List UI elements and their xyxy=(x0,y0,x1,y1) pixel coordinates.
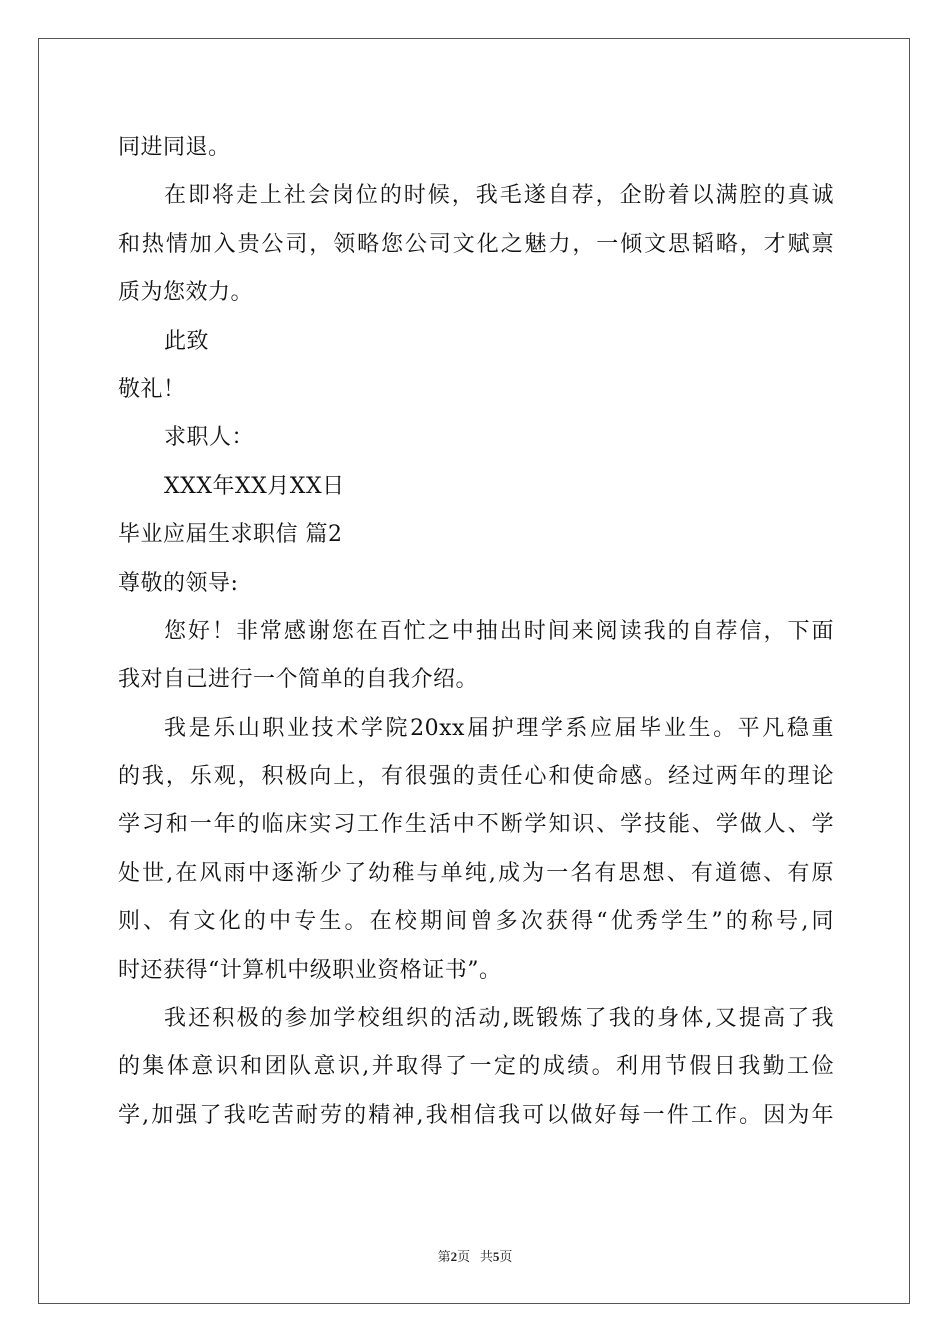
text-line-16: 处世,在风雨中逐渐少了幼稚与单纯,成为一名有思想、有道德、有原 xyxy=(118,860,834,886)
text-line-17: 则、有文化的中专生。在校期间曾多次获得“优秀学生”的称号,同 xyxy=(118,909,834,935)
text-line-14: 的我，乐观，积极向上，有很强的责任心和使命感。经过两年的理论 xyxy=(118,764,834,790)
text-line-1: 同进同退。 xyxy=(118,135,231,160)
section-heading: 毕业应届生求职信 篇2 xyxy=(118,522,343,548)
signature-date: XXX年XX月XX日 xyxy=(164,473,345,499)
page-number: 2 xyxy=(450,1249,458,1264)
document-body xyxy=(118,124,834,1140)
text-line-20: 的集体意识和团队意识,并取得了一定的成绩。利用节假日我勤工俭 xyxy=(118,1054,834,1080)
text-line-2: 在即将走上社会岗位的时候，我毛遂自荐，企盼着以满腔的真诚 xyxy=(164,183,834,209)
greeting: 尊敬的领导: xyxy=(118,570,239,596)
text-line-4: 质为您效力。 xyxy=(118,280,254,306)
text-line-18: 时还获得“计算机中级职业资格证书”。 xyxy=(118,957,502,983)
page-footer xyxy=(0,1246,950,1265)
text-line-13: 我是乐山职业技术学院20xx届护理学系应届毕业生。平凡稳重 xyxy=(164,715,834,741)
signature-applicant: 求职人： xyxy=(164,425,255,451)
text-line-15: 学习和一年的临床实习工作生活中不断学知识、学技能、学做人、学 xyxy=(118,812,834,838)
total-suffix: 页 xyxy=(499,1249,513,1264)
text-line-11: 您好！非常感谢您在百忙之中抽出时间来阅读我的自荐信，下面 xyxy=(164,618,834,644)
total-pages: 5 xyxy=(492,1249,500,1264)
page-suffix: 页 xyxy=(457,1249,471,1264)
closing-respect: 敬礼！ xyxy=(118,376,186,402)
page-prefix: 第 xyxy=(437,1249,451,1264)
text-line-19: 我还积极的参加学校组织的活动,既锻炼了我的身体,又提高了我 xyxy=(164,1006,834,1032)
text-line-21: 学,加强了我吃苦耐劳的精神,我相信我可以做好每一件工作。因为年 xyxy=(118,1102,834,1128)
total-prefix: 共 xyxy=(479,1249,493,1264)
text-line-3: 和热情加入贵公司，领略您公司文化之魅力，一倾文思韬略，才赋禀 xyxy=(118,231,834,257)
text-line-12: 我对自己进行一个简单的自我介绍。 xyxy=(118,667,479,693)
closing-salutation: 此致 xyxy=(164,328,210,354)
